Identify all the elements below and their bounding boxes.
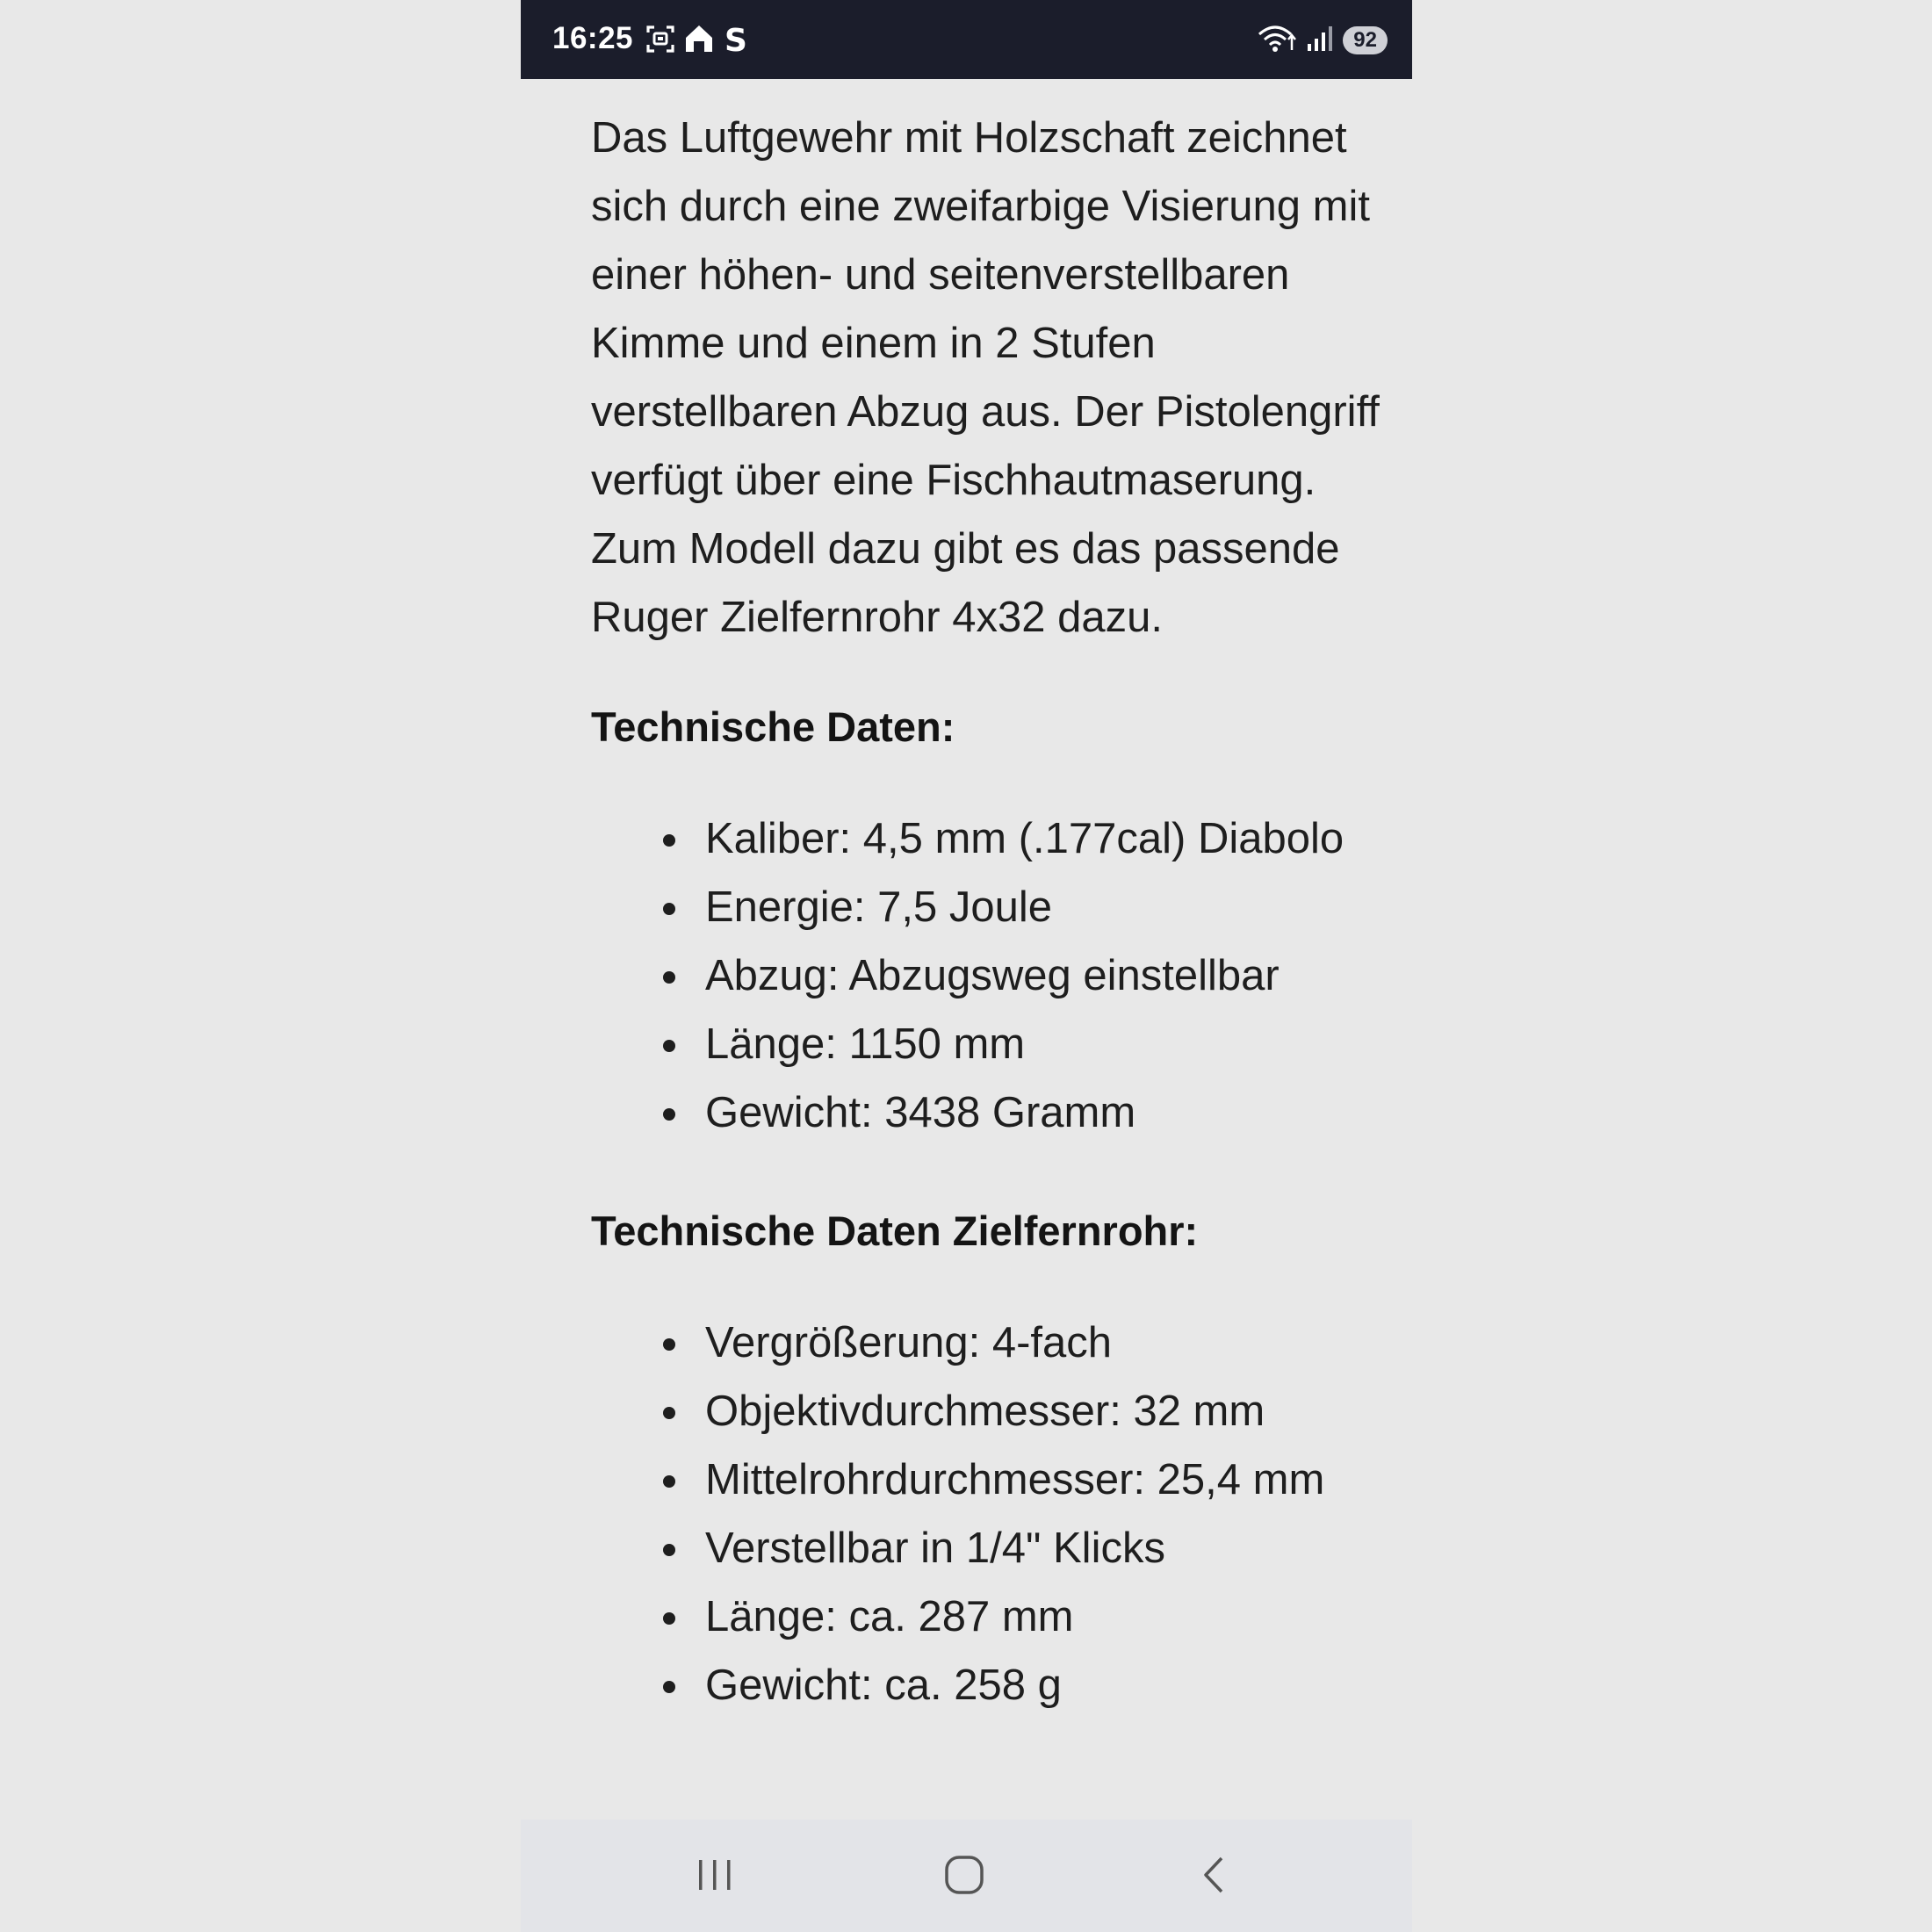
status-icons-right: [1257, 23, 1388, 58]
s-app-icon: [723, 22, 747, 60]
list-item: Gewicht: 3438 Gramm: [661, 1078, 1399, 1147]
list-item: Kaliber: 4,5 mm (.177cal) Diabolo: [661, 804, 1399, 873]
battery-icon: [1343, 26, 1388, 54]
status-bar: [521, 0, 1412, 79]
svg-text:S: S: [724, 22, 747, 55]
home-button[interactable]: [929, 1844, 999, 1906]
home-app-icon: [682, 22, 716, 60]
list-item: Abzug: Abzugsweg einstellbar: [661, 941, 1399, 1010]
list-item: Länge: 1150 mm: [661, 1010, 1399, 1078]
status-time: 16:25: [552, 21, 634, 55]
list-item: Verstellbar in 1/4" Klicks: [661, 1514, 1399, 1582]
list-item: Energie: 7,5 Joule: [661, 873, 1399, 941]
article-content: [591, 104, 1399, 1719]
scope-data-list: [591, 1308, 1399, 1719]
section-heading-technical-data: Technische Daten:: [591, 703, 955, 750]
battery-level: 92: [1353, 28, 1377, 52]
list-item: Gewicht: ca. 258 g: [661, 1651, 1399, 1719]
section-heading-scope-data: Technische Daten Zielfernrohr:: [591, 1208, 1199, 1254]
home-icon: [942, 1853, 986, 1897]
navigation-bar: [521, 1820, 1412, 1932]
phone-screen: [521, 0, 1412, 1932]
technical-data-list: [591, 804, 1399, 1147]
recent-apps-button[interactable]: [681, 1844, 751, 1906]
back-icon: [1193, 1853, 1236, 1897]
article-intro: Das Luftgewehr mit Holzschaft zeichnet sich durch eine zweifarbige Visierung mit einer höhen- und seitenverstellbaren Kimme und einem in 2 Stufen verstellbaren Abzug aus. Der Pistolengriff verfügt über eine Fischhautmaserung. Zum Modell dazu gibt es das passende Ruger Zielfernrohr 4x32 dazu.: [591, 114, 1380, 641]
list-item: Mittelrohrdurchmesser: 25,4 mm: [661, 1445, 1399, 1514]
back-button[interactable]: [1179, 1844, 1250, 1906]
list-item: Objektivdurchmesser: 32 mm: [661, 1377, 1399, 1445]
list-item: Länge: ca. 287 mm: [661, 1582, 1399, 1651]
screenshot-icon: [645, 24, 675, 58]
signal-icon: [1306, 25, 1334, 57]
list-item: Vergrößerung: 4-fach: [661, 1308, 1399, 1377]
status-icons-left: [645, 23, 747, 58]
wifi-icon: [1257, 24, 1297, 58]
recent-apps-icon: [694, 1853, 738, 1897]
